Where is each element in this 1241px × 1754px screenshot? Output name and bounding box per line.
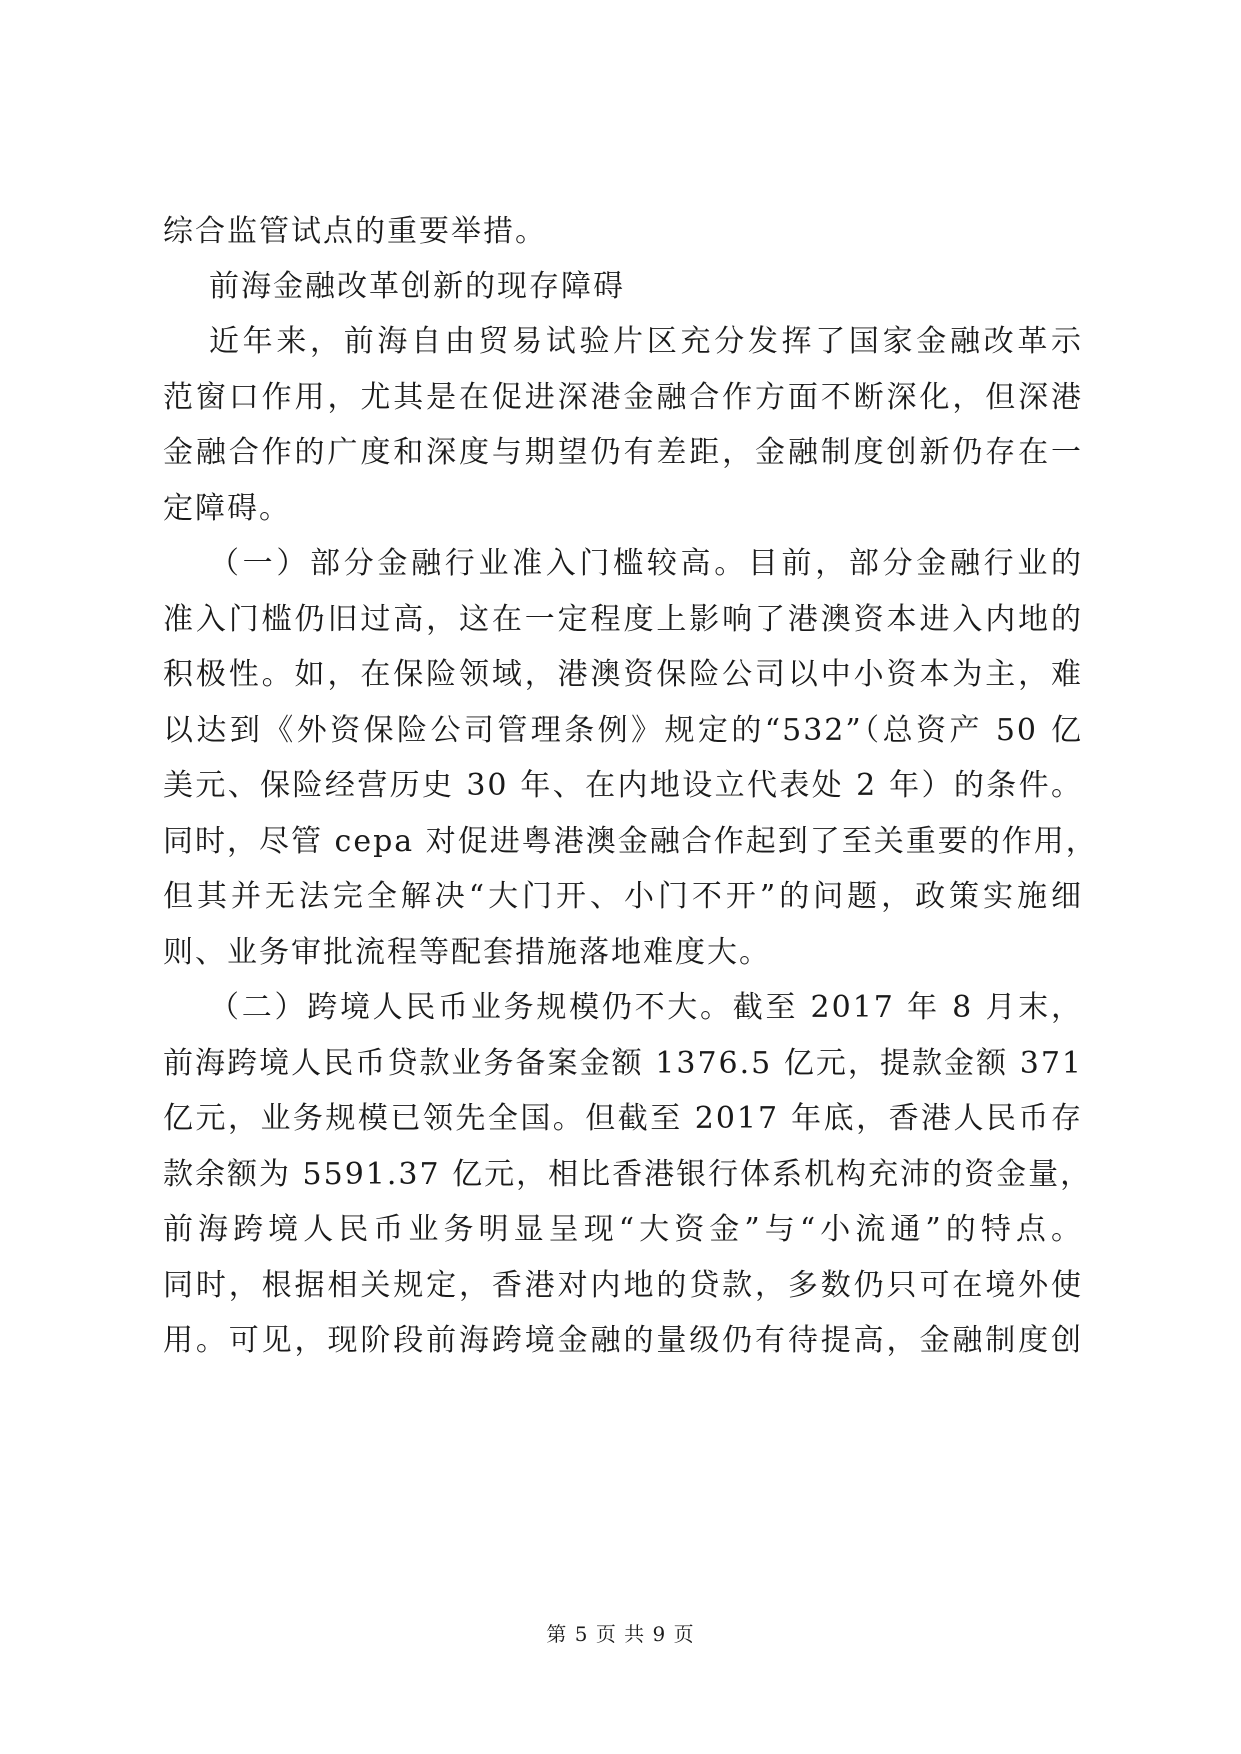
body-text-line: 积极性。如，在保险领域，港澳资保险公司以中小资本为主，难 [163, 657, 1083, 692]
body-text-line: 同时，根据相关规定，香港对内地的贷款，多数仍只可在境外使 [163, 1268, 1083, 1303]
body-text-line: 以达到《外资保险公司管理条例》规定的“532”（总资产 50 亿 [163, 713, 1083, 748]
body-text-line: 亿元，业务规模已领先全国。但截至 2017 年底，香港人民币存 [163, 1101, 1083, 1136]
body-text-line: 范窗口作用，尤其是在促进深港金融合作方面不断深化，但深港 [163, 380, 1083, 415]
body-text-line: 定障碍。 [163, 491, 291, 526]
body-text-line: （一）部分金融行业准入门槛较高。目前，部分金融行业的 [209, 546, 1083, 581]
body-text-line: 综合监管试点的重要举措。 [163, 214, 547, 249]
body-text-line: 则、业务审批流程等配套措施落地难度大。 [163, 935, 771, 970]
body-text-line: 同时，尽管 cepa 对促进粤港澳金融合作起到了至关重要的作用， [163, 824, 1098, 859]
body-text-line: 但其并无法完全解决“大门开、小门不开”的问题，政策实施细 [163, 879, 1083, 914]
body-text-line: （二）跨境人民币业务规模仍不大。截至 2017 年 8 月末， [209, 990, 1083, 1025]
body-text-line: 前海跨境人民币贷款业务备案金额 1376.5 亿元，提款金额 371 [163, 1046, 1083, 1081]
body-text-line: 用。可见，现阶段前海跨境金融的量级仍有待提高，金融制度创 [163, 1323, 1083, 1358]
body-text-line: 前海跨境人民币业务明显呈现“大资金”与“小流通”的特点。 [163, 1212, 1083, 1247]
section-heading: 前海金融改革创新的现存障碍 [209, 269, 625, 304]
page-number-footer: 第 5 页 共 9 页 [546, 1622, 695, 1646]
body-text-line: 准入门槛仍旧过高，这在一定程度上影响了港澳资本进入内地的 [163, 602, 1083, 637]
body-text-line: 近年来，前海自由贸易试验片区充分发挥了国家金融改革示 [209, 324, 1083, 359]
body-text-line: 款余额为 5591.37 亿元，相比香港银行体系机构充沛的资金量， [163, 1157, 1093, 1192]
body-text-line: 金融合作的广度和深度与期望仍有差距，金融制度创新仍存在一 [163, 435, 1083, 470]
body-text-line: 美元、保险经营历史 30 年、在内地设立代表处 2 年）的条件。 [163, 768, 1083, 803]
